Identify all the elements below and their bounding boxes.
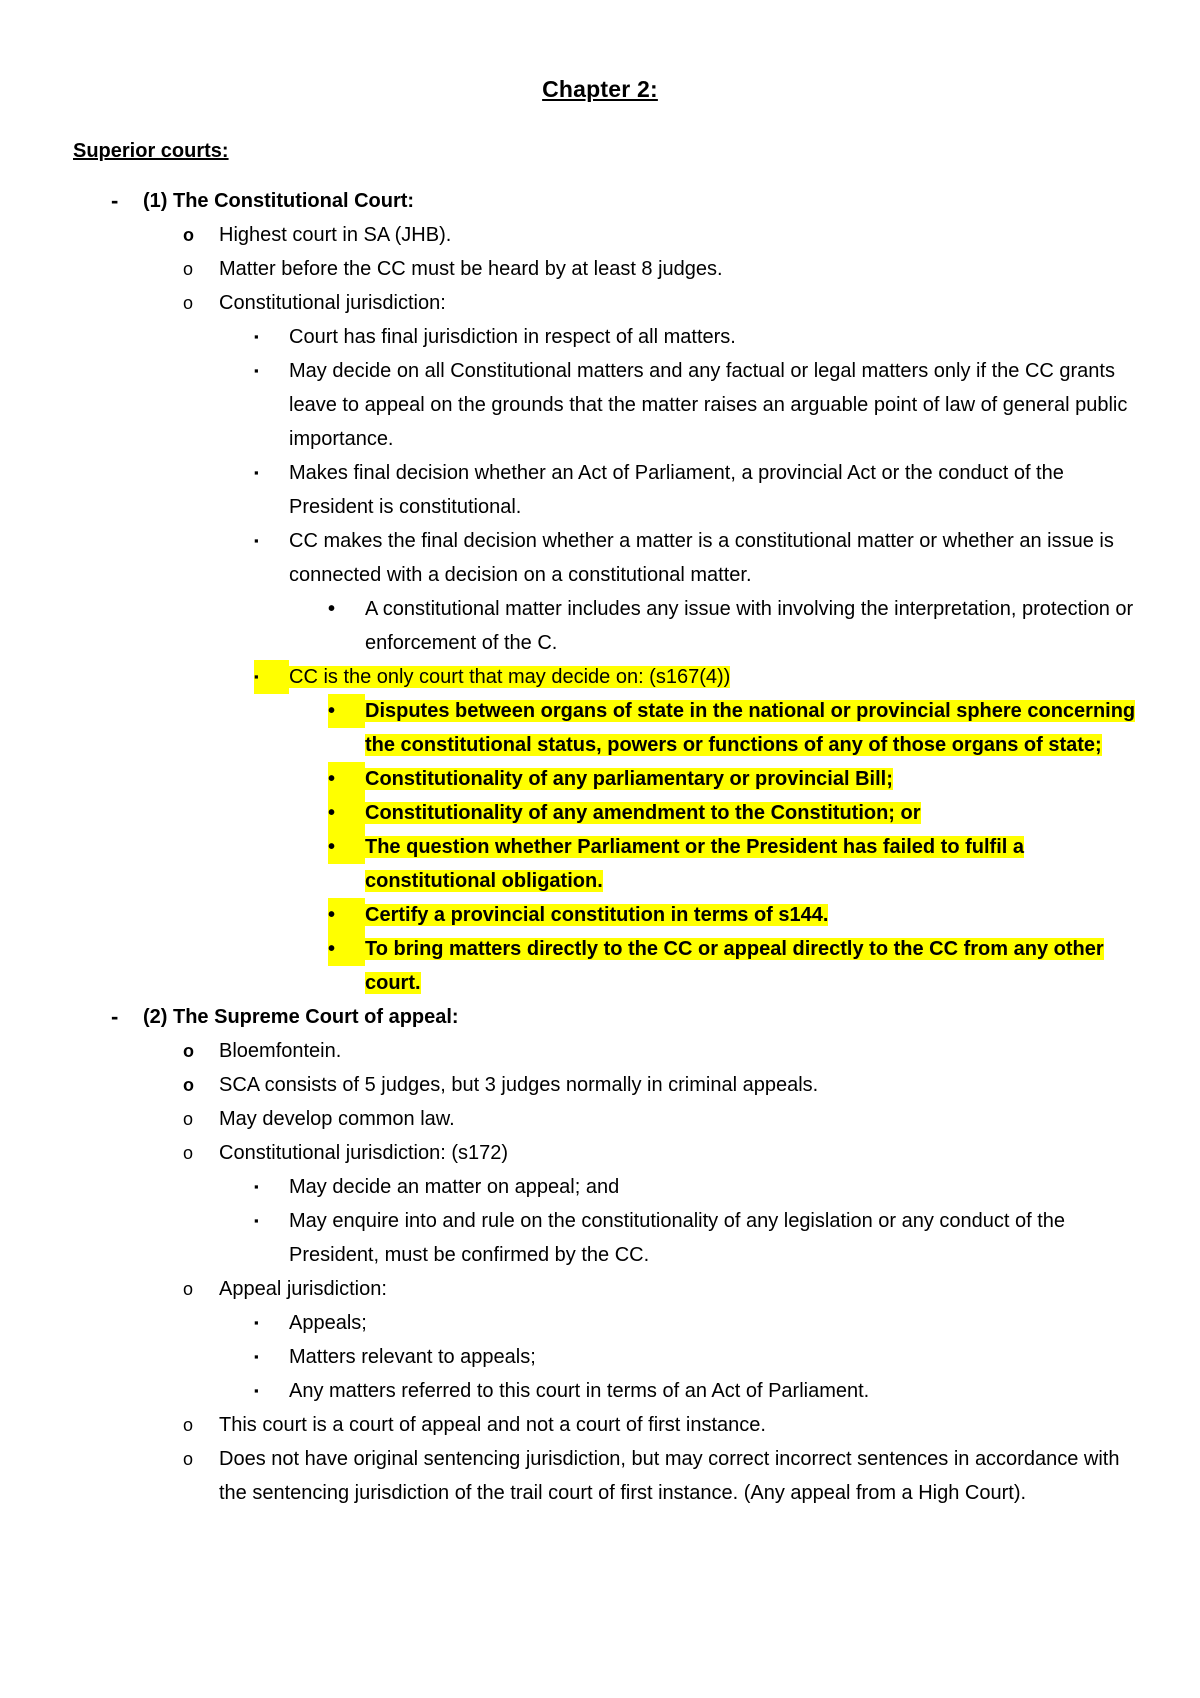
list-item-text: Any matters referred to this court in terms of an Act of Parliament.	[289, 1380, 870, 1402]
list-item	[0, 762, 1200, 796]
list-item-text: The question whether Parliament or the President has failed to fulfil a constitutional obligation.	[365, 836, 1025, 892]
list-item	[0, 694, 1200, 762]
outline-list	[0, 184, 1200, 1510]
page-title: Chapter 2:	[542, 76, 658, 102]
square-bullet-icon: ▪	[254, 465, 259, 480]
dot-bullet-icon: •	[328, 762, 365, 796]
list-item-text: Disputes between organs of state in the national or provincial sphere concerning the constitutional status, powers or functions of any of those organs of state;	[365, 700, 1136, 756]
square-bullet-icon: ▪	[254, 329, 259, 344]
square-bullet-icon: ▪	[254, 1315, 259, 1330]
square-bullet-icon: ▪	[254, 1179, 259, 1194]
list-item-text: CC makes the final decision whether a matter is a constitutional matter or whether an issue is connected with a decision on a constitutional matter.	[289, 530, 1114, 586]
dash-marker: -	[111, 1004, 119, 1029]
dot-bullet-icon: •	[328, 796, 365, 830]
dot-bullet-icon: •	[328, 694, 365, 728]
list-item	[0, 592, 1200, 660]
list-item	[0, 1272, 1200, 1306]
dot-bullet-icon: •	[328, 598, 336, 620]
list-item	[0, 252, 1200, 286]
list-item	[0, 524, 1200, 592]
list-item	[0, 1204, 1200, 1272]
circle-bullet-icon: o	[183, 1109, 194, 1129]
list-item-text: Constitutionality of any amendment to the Constitution; or	[365, 802, 921, 824]
list-item-text: May enquire into and rule on the constitutionality of any legislation or any conduct of the President, must be confirmed by the CC.	[289, 1210, 1066, 1266]
list-item	[0, 1340, 1200, 1374]
square-bullet-icon: ▪	[254, 1213, 259, 1228]
list-item-text: May develop common law.	[219, 1108, 455, 1130]
circle-bullet-icon: o	[183, 1041, 194, 1061]
list-item	[0, 1102, 1200, 1136]
list-item-text: Certify a provincial constitution in terms of s144.	[365, 904, 829, 926]
list-item-text: (1) The Constitutional Court:	[143, 190, 415, 212]
list-item-text: May decide on all Constitutional matters and any factual or legal matters only if the CC grants leave to appeal on the grounds that the matter raises an arguable point of law of general public importance.	[289, 360, 1128, 450]
list-item-text: A constitutional matter includes any issue with involving the interpretation, protection or enforcement of the C.	[365, 598, 1134, 654]
list-item	[0, 354, 1200, 456]
list-item	[0, 898, 1200, 932]
dot-bullet-icon: •	[328, 898, 365, 932]
list-item	[0, 184, 1200, 218]
list-item-text: Constitutionality of any parliamentary or provincial Bill;	[365, 768, 893, 790]
square-bullet-icon: ▪	[254, 1349, 259, 1364]
circle-bullet-icon: o	[183, 225, 194, 245]
circle-bullet-icon: o	[183, 1075, 194, 1095]
list-item	[0, 218, 1200, 252]
list-item	[0, 1442, 1200, 1510]
list-item-text: (2) The Supreme Court of appeal:	[143, 1006, 459, 1028]
circle-bullet-icon: o	[183, 1279, 194, 1299]
list-item	[0, 1170, 1200, 1204]
list-item	[0, 286, 1200, 320]
square-bullet-icon: ▪	[254, 1383, 259, 1398]
circle-bullet-icon: o	[183, 1143, 194, 1163]
list-item-text: Highest court in SA (JHB).	[219, 224, 452, 246]
list-item-text: Matter before the CC must be heard by at least 8 judges.	[219, 258, 723, 280]
list-item-text: Court has final jurisdiction in respect of all matters.	[289, 326, 736, 348]
list-item-text: Appeals;	[289, 1312, 367, 1334]
list-item	[0, 1136, 1200, 1170]
dot-bullet-icon: •	[328, 932, 365, 966]
list-item	[0, 456, 1200, 524]
list-item-text: This court is a court of appeal and not a court of first instance.	[219, 1414, 766, 1436]
list-item-text: SCA consists of 5 judges, but 3 judges normally in criminal appeals.	[219, 1074, 819, 1096]
list-item-text: Makes final decision whether an Act of Parliament, a provincial Act or the conduct of the President is constitutional.	[289, 462, 1064, 518]
circle-bullet-icon: o	[183, 1415, 194, 1435]
list-item	[0, 1374, 1200, 1408]
square-bullet-icon: ▪	[254, 533, 259, 548]
list-item-text: CC is the only court that may decide on: (s167(4))	[289, 666, 731, 688]
section-heading: Superior courts:	[73, 140, 229, 162]
list-item-text: May decide an matter on appeal; and	[289, 1176, 620, 1198]
list-item-text: Does not have original sentencing jurisdiction, but may correct incorrect sentences in accordance with the sentencing jurisdiction of the trail court of first instance. (Any appeal from a High Court).	[219, 1448, 1120, 1504]
list-item	[0, 1000, 1200, 1034]
square-bullet-icon: ▪	[254, 363, 259, 378]
list-item-text: To bring matters directly to the CC or appeal directly to the CC from any other court.	[365, 938, 1104, 994]
list-item-text: Constitutional jurisdiction:	[219, 292, 446, 314]
list-item	[0, 1068, 1200, 1102]
circle-bullet-icon: o	[183, 1449, 194, 1469]
circle-bullet-icon: o	[183, 259, 194, 279]
circle-bullet-icon: o	[183, 293, 194, 313]
list-item-text: Appeal jurisdiction:	[219, 1278, 387, 1300]
list-item-text: Bloemfontein.	[219, 1040, 342, 1062]
list-item	[0, 660, 1200, 694]
list-item-text: Constitutional jurisdiction: (s172)	[219, 1142, 509, 1164]
dot-bullet-icon: •	[328, 830, 365, 864]
list-item	[0, 1034, 1200, 1068]
list-item	[0, 1306, 1200, 1340]
list-item	[0, 1408, 1200, 1442]
list-item-text: Matters relevant to appeals;	[289, 1346, 536, 1368]
list-item	[0, 320, 1200, 354]
square-bullet-icon: ▪	[254, 660, 289, 694]
list-item	[0, 932, 1200, 1000]
list-item	[0, 796, 1200, 830]
dash-marker: -	[111, 188, 119, 213]
list-item	[0, 830, 1200, 898]
